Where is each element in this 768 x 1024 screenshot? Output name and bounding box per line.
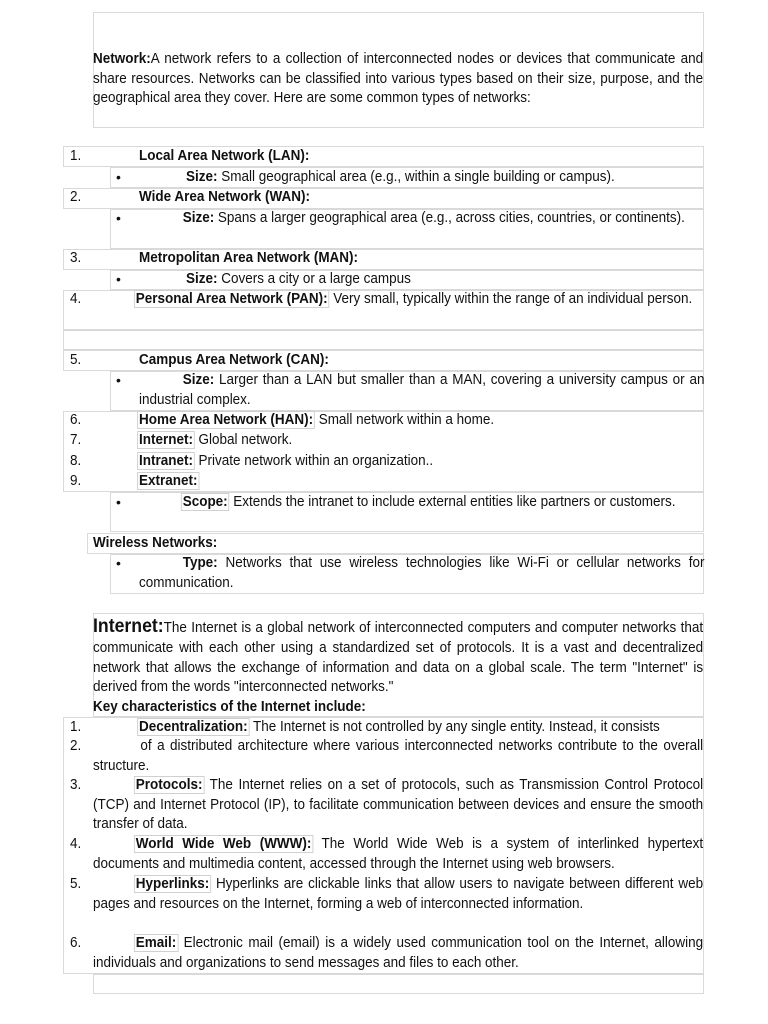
characteristic-hyperlinks [93,875,703,914]
internet-intro-paragraph [93,617,703,698]
type-desc: Small network within a home. [318,412,495,428]
internet-intro-text: The Internet is a global network of interconnected computers and computer networks that communicate with each other using a standardized set of protocols. It is a vast and decentralized network that allows the exchange of information and data on a global scale. The term "Internet" is derived from the words "interconnected networks." [93,620,704,696]
wireless-name: Wireless Networks: [93,535,218,551]
sub-text: Small geographical area (e.g., within a single building or campus). [221,169,615,185]
list-number: 6. [70,935,82,951]
list-item-lan [139,147,309,167]
list-item-extranet [139,472,199,492]
sub-label: Scope: [182,494,228,510]
sub-text: Larger than a LAN but smaller than a MAN, covering a university campus or an industrial complex. [139,372,705,408]
row-frame [63,330,704,350]
bullet-icon: • [116,555,121,571]
bullet-icon: • [116,494,121,510]
sub-text: Extends the intranet to include external entities like partners or customers. [233,494,676,510]
type-desc: Very small, typically within the range of an individual person. [333,291,693,307]
list-item-han [139,411,494,431]
list-item-man [139,249,358,269]
list-number: 5. [70,352,82,368]
type-desc: Global network. [198,432,293,448]
characteristic-decentralization [139,718,660,738]
list-item-intranet [139,452,433,472]
sub-item-extranet-scope [139,493,704,513]
characteristic-email [93,934,703,973]
characteristic-name: Decentralization: [139,719,248,735]
characteristic-text: of a distributed architecture where various interconnected networks contribute to the overall structure. [93,738,704,774]
characteristic-distributed [93,737,703,776]
list-number: 2. [70,189,82,205]
list-item-can [139,351,329,371]
list-number: 5. [70,876,82,892]
sub-label: Size: [182,210,215,226]
list-item-internet [139,431,292,451]
list-number: 3. [70,777,82,793]
network-label: Network: [93,51,151,67]
sub-label: Size: [186,169,218,185]
type-name: Wide Area Network (WAN): [139,189,310,205]
list-number: 4. [70,291,82,307]
key-characteristics-heading [93,698,366,718]
bullet-icon: • [116,210,121,226]
type-name: Personal Area Network (PAN): [135,291,328,307]
characteristic-name: World Wide Web (WWW): [135,836,312,852]
characteristic-name: Hyperlinks: [135,876,210,892]
characteristic-name: Protocols: [135,777,203,793]
type-name: Extranet: [139,473,198,489]
sub-item-man-size [186,270,411,290]
internet-label: Internet: [93,616,164,637]
type-name: Home Area Network (HAN): [139,412,314,428]
sub-label: Type: [182,555,218,571]
characteristic-name: Email: [135,935,177,951]
characteristic-text: Electronic mail (email) is a widely used communication tool on the Internet, allowing individuals and organizations to send messages and files to each other. [93,935,704,971]
sub-item-lan-size [186,168,615,188]
list-number: 4. [70,836,82,852]
characteristic-text: Hyperlinks are clickable links that allow users to navigate between different web pages and resources on the Internet, forming a web of interconnected information. [93,876,704,912]
bullet-icon: • [116,169,121,185]
key-heading-text: Key characteristics of the Internet include: [93,699,366,715]
sub-text: Spans a larger geographical area (e.g., across cities, countries, or continents). [217,210,685,226]
type-name: Intranet: [139,453,193,469]
characteristic-text: The Internet relies on a set of protocols, such as Transmission Control Protocol (TCP) and Internet Protocol (IP), to facilitate communication between devices and ensure the smooth transfer of data. [93,777,704,833]
sub-item-wan-size [139,209,704,229]
type-name: Metropolitan Area Network (MAN): [139,250,359,266]
type-name: Internet: [139,432,193,448]
bullet-icon: • [116,271,121,287]
type-name: Campus Area Network (CAN): [139,352,329,368]
list-number: 9. [70,473,82,489]
list-number: 1. [70,148,82,164]
list-item-pan [93,290,703,310]
sub-label: Size: [182,372,215,388]
footer-frame [93,974,704,994]
sub-item-can-size [139,371,704,410]
characteristic-protocols [93,776,703,835]
sub-label: Size: [186,271,218,287]
sub-item-wireless-type [139,554,704,593]
characteristic-text: The World Wide Web is a system of interlinked hypertext documents and multimedia content, accessed through the Internet using web browsers. [93,836,704,872]
characteristic-text: The Internet is not controlled by any single entity. Instead, it consists [253,719,660,735]
sub-text: Covers a city or a large campus [221,271,411,287]
characteristic-www [93,835,703,874]
list-number: 2. [70,738,82,754]
wireless-heading [93,534,217,554]
list-number: 8. [70,453,82,469]
list-item-wan [139,188,310,208]
bullet-icon: • [116,372,121,388]
sub-text: Networks that use wireless technologies like Wi-Fi or cellular networks for communication. [139,555,705,591]
network-intro-paragraph [93,50,703,109]
list-number: 7. [70,432,82,448]
type-name: Local Area Network (LAN): [139,148,310,164]
network-intro-text: A network refers to a collection of interconnected nodes or devices that communicate and share resources. Networks can be classified into various types based on their size, purpose, and the geographical area they cover. Here are some common types of networks: [93,51,704,107]
list-number: 3. [70,250,82,266]
type-desc: Private network within an organization.. [198,453,434,469]
list-number: 1. [70,719,82,735]
list-number: 6. [70,412,82,428]
